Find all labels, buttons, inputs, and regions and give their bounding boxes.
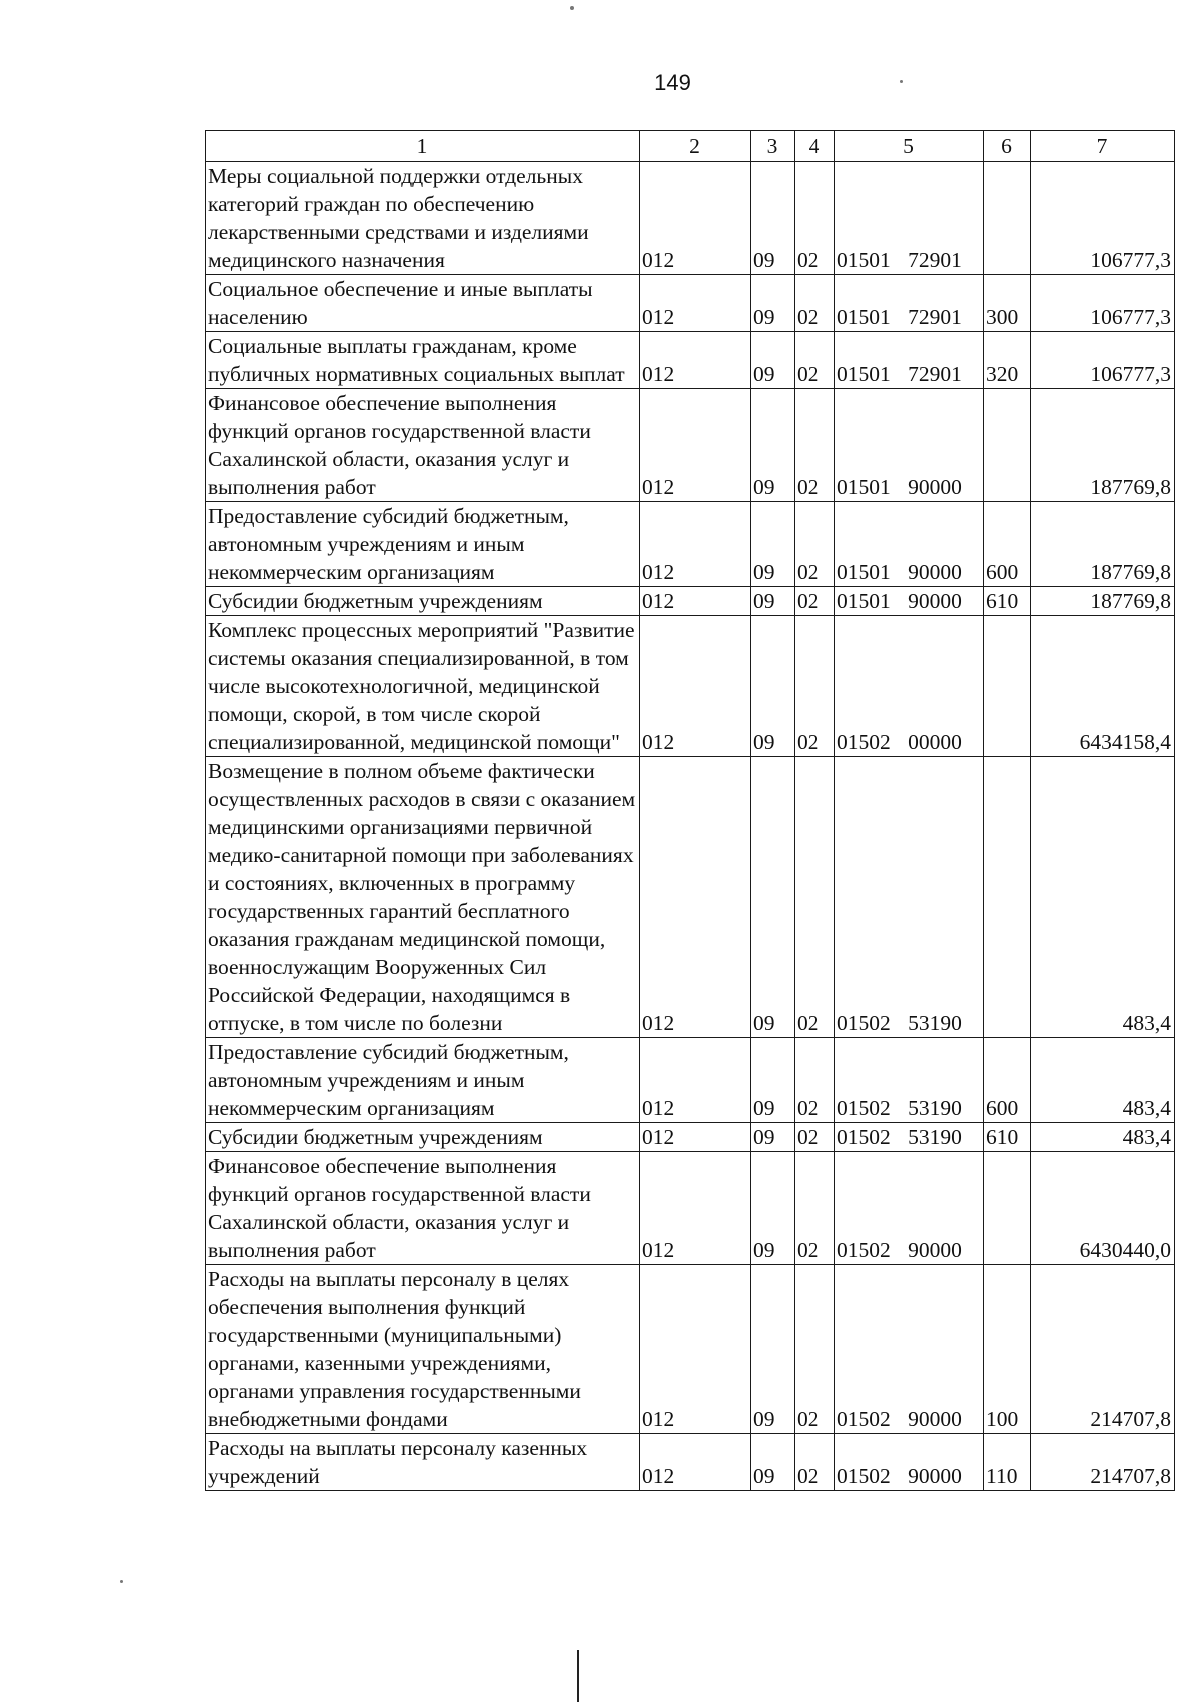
row-name-cell: Возмещение в полном объеме фактически осуществленных расходов в связи с оказанием медицинскими организациями первичной медико-санитарной помощи при заболеваниях и состояниях, включенных в программу государственных гарантий бесплатного оказания гражданам медицинской помощи, военнослужащим Вооруженных Сил Российской Федерации, находящимся в отпуске, в том числе по болезни bbox=[206, 757, 640, 1038]
scan-artifact-speck bbox=[900, 80, 903, 83]
row-name-cell: Расходы на выплаты персоналу казенных учреждений bbox=[206, 1434, 640, 1491]
amount-cell: 106777,3 bbox=[1031, 332, 1175, 389]
table-row bbox=[206, 1265, 1175, 1434]
ministry-code-cell: 012 bbox=[640, 502, 751, 587]
row-name-cell: Расходы на выплаты персоналу в целях обеспечения выполнения функций государственными (муниципальными) органами, казенными учреждениями, органами управления государственными внебюджетными фондами bbox=[206, 1265, 640, 1434]
table-row bbox=[206, 275, 1175, 332]
subsection-code-cell: 02 bbox=[795, 1038, 835, 1123]
scan-artifact-speck bbox=[570, 6, 574, 10]
section-code-cell: 09 bbox=[751, 587, 795, 616]
subsection-code-cell: 02 bbox=[795, 587, 835, 616]
amount-cell: 483,4 bbox=[1031, 757, 1175, 1038]
ministry-code-cell: 012 bbox=[640, 389, 751, 502]
amount-cell: 187769,8 bbox=[1031, 502, 1175, 587]
column-header: 4 bbox=[795, 131, 835, 162]
budget-table bbox=[205, 130, 1175, 1491]
row-name-cell: Меры социальной поддержки отдельных категорий граждан по обеспечению лекарственными средствами и изделиями медицинского назначения bbox=[206, 162, 640, 275]
table-row bbox=[206, 1152, 1175, 1265]
section-code-cell: 09 bbox=[751, 616, 795, 757]
subsection-code-cell: 02 bbox=[795, 1265, 835, 1434]
section-code-cell: 09 bbox=[751, 1038, 795, 1123]
table-row bbox=[206, 1123, 1175, 1152]
ministry-code-cell: 012 bbox=[640, 162, 751, 275]
target-article-cell: 01501 90000 bbox=[835, 587, 984, 616]
ministry-code-cell: 012 bbox=[640, 1152, 751, 1265]
target-article-cell: 01501 90000 bbox=[835, 502, 984, 587]
expense-type-cell: 110 bbox=[984, 1434, 1031, 1491]
ministry-code-cell: 012 bbox=[640, 757, 751, 1038]
table-row bbox=[206, 616, 1175, 757]
section-code-cell: 09 bbox=[751, 162, 795, 275]
target-article-cell: 01502 90000 bbox=[835, 1265, 984, 1434]
target-article-cell: 01501 72901 bbox=[835, 162, 984, 275]
expense-type-cell: 300 bbox=[984, 275, 1031, 332]
column-header: 1 bbox=[206, 131, 640, 162]
expense-type-cell: 610 bbox=[984, 1123, 1031, 1152]
target-article-cell: 01502 53190 bbox=[835, 1038, 984, 1123]
section-code-cell: 09 bbox=[751, 1123, 795, 1152]
section-code-cell: 09 bbox=[751, 502, 795, 587]
expense-type-cell: 610 bbox=[984, 587, 1031, 616]
target-article-cell: 01502 53190 bbox=[835, 1123, 984, 1152]
row-name-cell: Финансовое обеспечение выполнения функций органов государственной власти Сахалинской области, оказания услуг и выполнения работ bbox=[206, 1152, 640, 1265]
table-row bbox=[206, 587, 1175, 616]
ministry-code-cell: 012 bbox=[640, 1038, 751, 1123]
expense-type-cell bbox=[984, 1152, 1031, 1265]
ministry-code-cell: 012 bbox=[640, 1434, 751, 1491]
column-header: 7 bbox=[1031, 131, 1175, 162]
subsection-code-cell: 02 bbox=[795, 389, 835, 502]
table-row bbox=[206, 1038, 1175, 1123]
scan-artifact-speck bbox=[120, 1580, 123, 1583]
amount-cell: 6434158,4 bbox=[1031, 616, 1175, 757]
table-row bbox=[206, 1434, 1175, 1491]
subsection-code-cell: 02 bbox=[795, 332, 835, 389]
row-name-cell: Субсидии бюджетным учреждениям bbox=[206, 1123, 640, 1152]
target-article-cell: 01502 53190 bbox=[835, 757, 984, 1038]
row-name-cell: Финансовое обеспечение выполнения функций органов государственной власти Сахалинской области, оказания услуг и выполнения работ bbox=[206, 389, 640, 502]
section-code-cell: 09 bbox=[751, 1434, 795, 1491]
expense-type-cell bbox=[984, 389, 1031, 502]
amount-cell: 6430440,0 bbox=[1031, 1152, 1175, 1265]
target-article-cell: 01502 90000 bbox=[835, 1152, 984, 1265]
ministry-code-cell: 012 bbox=[640, 275, 751, 332]
target-article-cell: 01501 72901 bbox=[835, 332, 984, 389]
row-name-cell: Субсидии бюджетным учреждениям bbox=[206, 587, 640, 616]
amount-cell: 187769,8 bbox=[1031, 587, 1175, 616]
target-article-cell: 01501 72901 bbox=[835, 275, 984, 332]
subsection-code-cell: 02 bbox=[795, 1434, 835, 1491]
section-code-cell: 09 bbox=[751, 332, 795, 389]
table-row bbox=[206, 757, 1175, 1038]
expense-type-cell: 600 bbox=[984, 502, 1031, 587]
amount-cell: 106777,3 bbox=[1031, 275, 1175, 332]
subsection-code-cell: 02 bbox=[795, 616, 835, 757]
section-code-cell: 09 bbox=[751, 1152, 795, 1265]
target-article-cell: 01501 90000 bbox=[835, 389, 984, 502]
column-number-row bbox=[206, 131, 1175, 162]
expense-type-cell: 320 bbox=[984, 332, 1031, 389]
expense-type-cell bbox=[984, 162, 1031, 275]
subsection-code-cell: 02 bbox=[795, 1123, 835, 1152]
subsection-code-cell: 02 bbox=[795, 162, 835, 275]
table-row bbox=[206, 332, 1175, 389]
ministry-code-cell: 012 bbox=[640, 1265, 751, 1434]
table-row bbox=[206, 162, 1175, 275]
section-code-cell: 09 bbox=[751, 389, 795, 502]
amount-cell: 483,4 bbox=[1031, 1038, 1175, 1123]
column-header: 5 bbox=[835, 131, 984, 162]
ministry-code-cell: 012 bbox=[640, 587, 751, 616]
expense-type-cell: 600 bbox=[984, 1038, 1031, 1123]
section-code-cell: 09 bbox=[751, 275, 795, 332]
expense-type-cell bbox=[984, 616, 1031, 757]
ministry-code-cell: 012 bbox=[640, 1123, 751, 1152]
subsection-code-cell: 02 bbox=[795, 1152, 835, 1265]
amount-cell: 187769,8 bbox=[1031, 389, 1175, 502]
target-article-cell: 01502 90000 bbox=[835, 1434, 984, 1491]
subsection-code-cell: 02 bbox=[795, 275, 835, 332]
column-header: 6 bbox=[984, 131, 1031, 162]
section-code-cell: 09 bbox=[751, 1265, 795, 1434]
scan-artifact-line bbox=[577, 1650, 579, 1702]
row-name-cell: Предоставление субсидий бюджетным, автономным учреждениям и иным некоммерческим организациям bbox=[206, 502, 640, 587]
row-name-cell: Социальное обеспечение и иные выплаты населению bbox=[206, 275, 640, 332]
amount-cell: 214707,8 bbox=[1031, 1434, 1175, 1491]
table-body bbox=[206, 162, 1175, 1491]
column-header: 3 bbox=[751, 131, 795, 162]
amount-cell: 106777,3 bbox=[1031, 162, 1175, 275]
ministry-code-cell: 012 bbox=[640, 332, 751, 389]
table-row bbox=[206, 502, 1175, 587]
row-name-cell: Комплекс процессных мероприятий "Развитие системы оказания специализированной, в том числе высокотехнологичной, медицинской помощи, скорой, в том числе скорой специализированной, медицинской помощи" bbox=[206, 616, 640, 757]
row-name-cell: Социальные выплаты гражданам, кроме публичных нормативных социальных выплат bbox=[206, 332, 640, 389]
subsection-code-cell: 02 bbox=[795, 757, 835, 1038]
target-article-cell: 01502 00000 bbox=[835, 616, 984, 757]
column-header: 2 bbox=[640, 131, 751, 162]
ministry-code-cell: 012 bbox=[640, 616, 751, 757]
subsection-code-cell: 02 bbox=[795, 502, 835, 587]
page-number: 149 bbox=[654, 70, 691, 95]
table-row bbox=[206, 389, 1175, 502]
section-code-cell: 09 bbox=[751, 757, 795, 1038]
row-name-cell: Предоставление субсидий бюджетным, автономным учреждениям и иным некоммерческим организациям bbox=[206, 1038, 640, 1123]
amount-cell: 214707,8 bbox=[1031, 1265, 1175, 1434]
amount-cell: 483,4 bbox=[1031, 1123, 1175, 1152]
expense-type-cell bbox=[984, 757, 1031, 1038]
expense-type-cell: 100 bbox=[984, 1265, 1031, 1434]
